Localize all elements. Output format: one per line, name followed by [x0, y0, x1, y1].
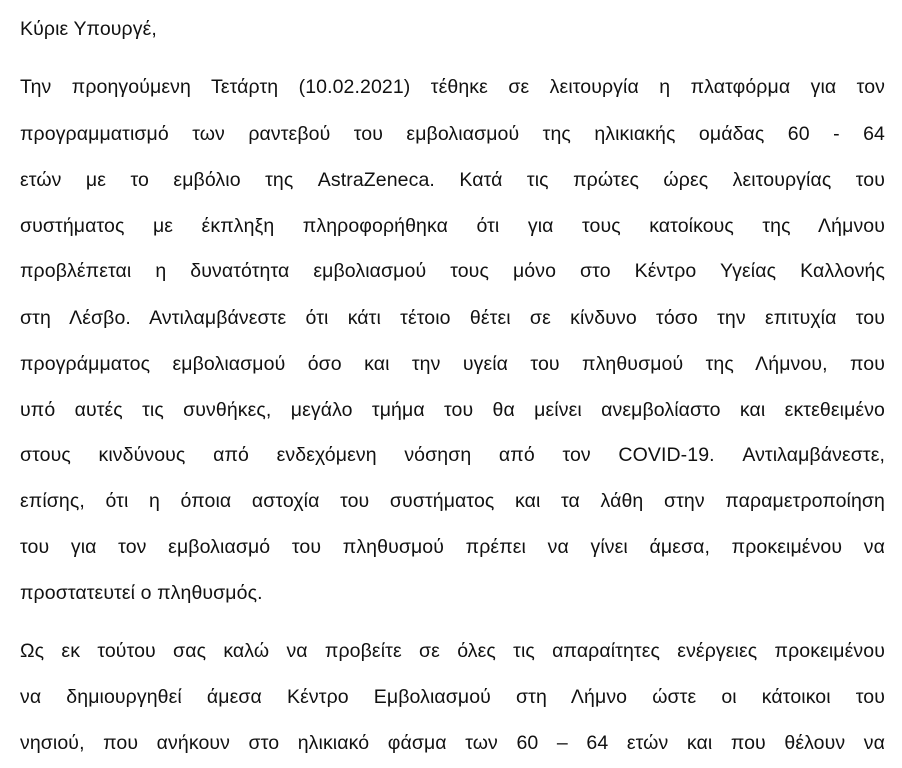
paragraph-1-line: στους κινδύνους από ενδεχόμενη νόσηση από τον COVID-19. Αντιλαμβάνεστε, [20, 444, 885, 466]
paragraph-1-line: προστατευτεί ο πληθυσμός. [20, 582, 263, 604]
paragraph-1-line: επίσης, ότι η όποια αστοχία του συστήματος και τα λάθη στην παραμετροποίηση [20, 490, 885, 512]
paragraph-1-line: Την προηγούμενη Τετάρτη (10.02.2021) τέθηκε σε λειτουργία η πλατφόρμα για τον [20, 76, 885, 98]
salutation: Κύριε Υπουργέ, [20, 18, 157, 40]
paragraph-1-line: προγραμματισμό των ραντεβού του εμβολιασμού της ηλικιακής ομάδας 60 - 64 [20, 123, 885, 145]
paragraph-1-line: υπό αυτές τις συνθήκες, μεγάλο τμήμα του θα μείνει ανεμβολίαστο και εκτεθειμένο [20, 399, 885, 421]
paragraph-2-line: νησιού, που ανήκουν στο ηλικιακό φάσμα των 60 – 64 ετών και που θέλουν να [20, 732, 885, 754]
paragraph-2-line: Ως εκ τούτου σας καλώ να προβείτε σε όλες τις απαραίτητες ενέργειες προκειμένου [20, 640, 885, 662]
paragraph-2-line: να δημιουργηθεί άμεσα Κέντρο Εμβολιασμού στη Λήμνο ώστε οι κάτοικοι του [20, 686, 885, 708]
paragraph-1-line: συστήματος με έκπληξη πληροφορήθηκα ότι για τους κατοίκους της Λήμνου [20, 215, 885, 237]
paragraph-1-line: ετών με το εμβόλιο της AstraZeneca. Κατά τις πρώτες ώρες λειτουργίας του [20, 169, 885, 191]
paragraph-1-line: προγράμματος εμβολιασμού όσο και την υγεία του πληθυσμού της Λήμνου, που [20, 353, 885, 375]
paragraph-1-line: προβλέπεται η δυνατότητα εμβολιασμού τους μόνο στο Κέντρο Υγείας Καλλονής [20, 260, 885, 282]
paragraph-1-line: στη Λέσβο. Αντιλαμβάνεστε ότι κάτι τέτοιο θέτει σε κίνδυνο τόσο την επιτυχία του [20, 307, 885, 329]
paragraph-1-line: του για τον εμβολιασμό του πληθυσμού πρέπει να γίνει άμεσα, προκειμένου να [20, 536, 885, 558]
